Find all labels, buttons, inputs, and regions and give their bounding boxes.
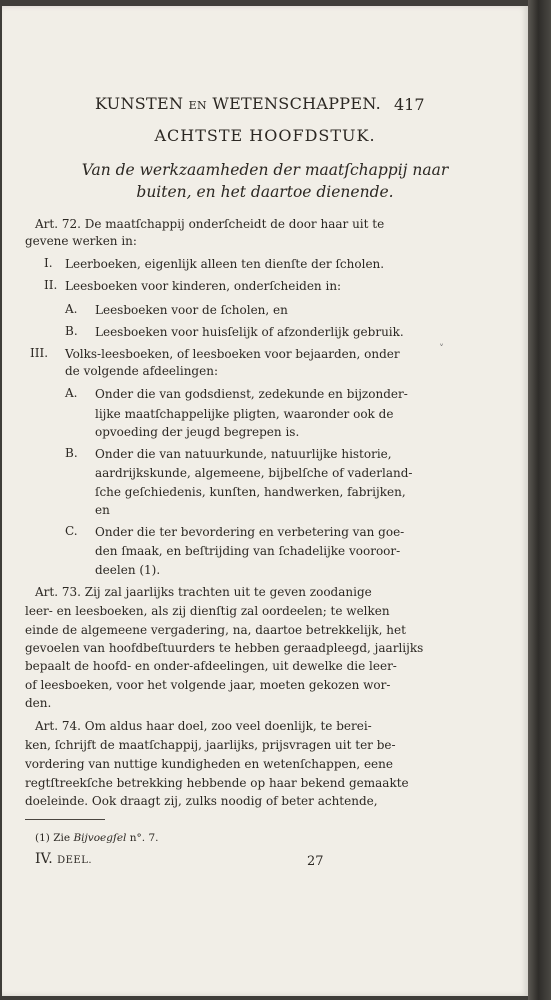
body-line: Volks-leesboeken, of leesboeken voor bejaarden, onder: [65, 347, 400, 361]
body-line: Leesboeken voor kinderen, onderſcheiden in:: [65, 279, 342, 293]
signature-mark: [35, 851, 92, 867]
body-line: gevoelen van hoofdbeſtuurders te hebben geraadpleegd, jaarlijks: [25, 641, 424, 655]
body-line: de volgende afdeelingen:: [65, 364, 218, 378]
body-line: ſche geſchiedenis, kunſten, handwerken, fabrijken,: [95, 485, 406, 499]
chapter-subtitle-line: Van de werkzaamheden der maatſchappij naar: [81, 161, 449, 179]
body-line: Onder die van godsdienst, zedekunde en bijzonder-: [95, 387, 408, 401]
list-label: III.: [30, 346, 49, 360]
body-line: Leerboeken, eigenlijk alleen ten dienſte der ſcholen.: [65, 257, 385, 271]
body-line: Onder die van natuurkunde, natuurlijke historie,: [95, 447, 392, 461]
body-line: Leesboeken voor huisſelijk of afzonderlijk gebruik.: [95, 325, 404, 339]
body-line: vordering van nuttige kundigheden en wetenſchappen, eene: [25, 757, 393, 771]
list-label: C.: [65, 524, 78, 538]
body-line: Art. 73. Zij zal jaarlijks trachten uit te geven zoodanige: [35, 585, 372, 599]
body-line: doeleinde. Ook draagt zij, zulks noodig of beter achtende,: [25, 794, 378, 808]
list-label: II.: [44, 278, 58, 292]
body-line: lijke maatſchappelijke pligten, waaronder ook de: [95, 407, 394, 421]
signature-word: DEEL.: [57, 855, 93, 866]
list-label: B.: [65, 324, 78, 338]
body-line: Onder die ter bevordering en verbetering van goe-: [95, 525, 405, 539]
body-line: den ſmaak, en beſtrijding van ſchadelijke vooroor-: [95, 544, 401, 558]
footnote: [35, 832, 158, 844]
body-line: aardrijkskunde, algemeene, bijbelſche of vaderland-: [95, 466, 413, 480]
list-label: A.: [65, 302, 78, 316]
body-line: of leesboeken, voor het volgende jaar, moeten gekozen wor-: [25, 678, 391, 692]
body-line: Art. 74. Om aldus haar doel, zoo veel doenlijk, te berei-: [35, 719, 372, 733]
list-label: B.: [65, 446, 78, 460]
body-line: Leesboeken voor de ſcholen, en: [95, 303, 288, 317]
running-head: [95, 94, 381, 113]
footnote-tail: n°. 7.: [129, 832, 159, 844]
footnote-reference: Bijvoegſel: [73, 832, 127, 844]
list-label: I.: [44, 256, 53, 270]
footnote-mark: (1) Zie: [35, 832, 71, 844]
body-line: gevene werken in:: [25, 234, 137, 248]
body-line: bepaalt de hoofd- en onder-afdeelingen, uit dewelke die leer-: [25, 659, 397, 673]
body-line: opvoeding der jeugd begrepen is.: [95, 425, 300, 439]
running-head-title-a: KUNSTEN: [95, 94, 184, 113]
chapter-title: ACHTSTE HOOFDSTUK.: [154, 126, 376, 145]
body-line: en: [95, 503, 110, 517]
signature-volume: IV.: [35, 851, 53, 867]
body-line: leer- en leesboeken, als zij dienſtig zal oordeelen; te welken: [25, 604, 390, 618]
page-number: 417: [394, 95, 425, 114]
running-head-title-sc: EN: [188, 99, 207, 112]
body-line: Art. 72. De maatſchappij onderſcheidt de door haar uit te: [35, 217, 385, 231]
chapter-subtitle-line: buiten, en het daartoe dienende.: [136, 183, 394, 201]
footnote-rule: [25, 819, 105, 820]
body-line: deelen (1).: [95, 563, 161, 577]
body-line: einde de algemeene vergadering, na, daartoe betrekkelijk, het: [25, 623, 406, 637]
signature-number: 27: [307, 854, 324, 869]
body-line: ken, ſchrijft de maatſchappij, jaarlijks, prijsvragen uit ter be-: [25, 738, 396, 752]
book-spine-edge: [528, 0, 551, 1000]
body-line: regtſtreekſche betrekking hebbende op haar bekend gemaakte: [25, 776, 409, 790]
list-label: A.: [65, 386, 78, 400]
running-head-title-b: WETENSCHAPPEN.: [212, 94, 381, 113]
stray-mark: ˅: [439, 344, 444, 355]
book-page: [2, 6, 528, 996]
body-line: den.: [25, 696, 52, 710]
